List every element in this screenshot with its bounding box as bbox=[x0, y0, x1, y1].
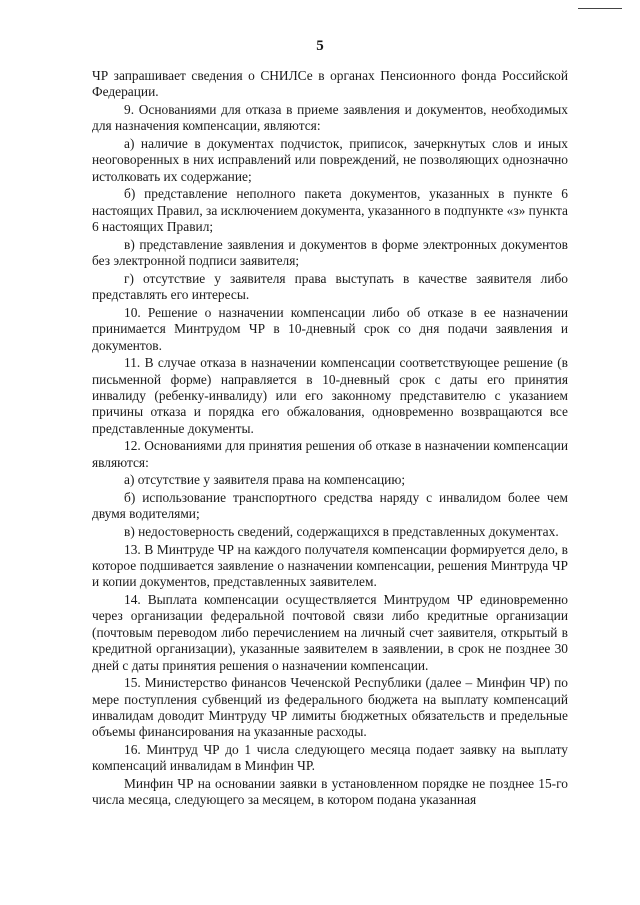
paragraph-9v: в) представление заявления и документов в форме электронных документов без электронной подписи заявителя; bbox=[92, 236, 568, 269]
paragraph-15: 15. Министерство финансов Чеченской Республики (далее – Минфин ЧР) по мере поступления субвенций из федерального бюджета на выплату компенсаций инвалидам доводит Минтруду ЧР лимиты бюджетных обязательств и предельные объемы финансирования на указанные расходы. bbox=[92, 675, 568, 740]
paragraph-16: 16. Минтруд ЧР до 1 числа следующего месяца подает заявку на выплату компенсаций инвалидам в Минфин ЧР. bbox=[92, 742, 568, 774]
paragraph-12v: в) недостоверность сведений, содержащихся в представленных документах. bbox=[124, 524, 559, 540]
paragraph-12a: а) отсутствие у заявителя права на компенсацию; bbox=[124, 472, 406, 488]
paragraph-9g: г) отсутствие у заявителя права выступать в качестве заявителя либо представлять его интересы. bbox=[92, 270, 568, 303]
paragraph-9: 9. Основаниями для отказа в приеме заявления и документов, необходимых для назначения компенсации, являются: bbox=[92, 102, 568, 134]
paragraph-continuation: ЧР запрашивает сведения о СНИЛСе в органах Пенсионного фонда Российской Федерации. bbox=[92, 68, 568, 100]
corner-mark bbox=[578, 8, 622, 9]
paragraph-14: 14. Выплата компенсации осуществляется Минтрудом ЧР единовременно через организации федеральной почтовой связи либо кредитные организации (почтовым переводом либо перечислением на личный счет заявителя, открытый в кредитной организации), указанные заявителем в заявлении, в срок не позднее 30 дней с даты принятия решения о назначении компенсации. bbox=[92, 592, 568, 673]
paragraph-12b: б) использование транспортного средства наряду с инвалидом более чем двумя водителями; bbox=[92, 490, 568, 522]
paragraph-11: 11. В случае отказа в назначении компенсации соответствующее решение (в письменной форме) направляется в 10-дневный срок с даты его принятия инвалиду (ребенку-инвалиду) или его законному представителю с указанием причины отказа и порядка его обжалования, одновременно возвращаются все представленные документы. bbox=[92, 355, 568, 436]
page-number: 5 bbox=[316, 38, 324, 54]
document-body bbox=[92, 68, 568, 810]
paragraph-13: 13. В Минтруде ЧР на каждого получателя компенсации формируется дело, в которое подшивается заявление о назначении компенсации, решения Минтруда ЧР и копии документов, представленных заявителем. bbox=[92, 541, 568, 590]
paragraph-9b: б) представление неполного пакета документов, указанных в пункте 6 настоящих Правил, за исключением документа, указанного в подпункте «з» пункта 6 настоящих Правил; bbox=[92, 186, 568, 235]
paragraph-9a: а) наличие в документах подчисток, приписок, зачеркнутых слов и иных неоговоренных в них исправлений или повреждений, не позволяющих однозначно истолковать их содержание; bbox=[92, 136, 568, 184]
paragraph-12: 12. Основаниями для принятия решения об отказе в назначении компенсации являются: bbox=[92, 438, 568, 470]
paragraph-16-cont: Минфин ЧР на основании заявки в установленном порядке не позднее 15-го числа месяца, следующего за месяцем, в котором подана указанная bbox=[92, 776, 568, 808]
paragraph-10: 10. Решение о назначении компенсации либо об отказе в ее назначении принимается Минтрудом ЧР в 10-дневный срок со дня подачи заявления и документов. bbox=[92, 304, 568, 353]
